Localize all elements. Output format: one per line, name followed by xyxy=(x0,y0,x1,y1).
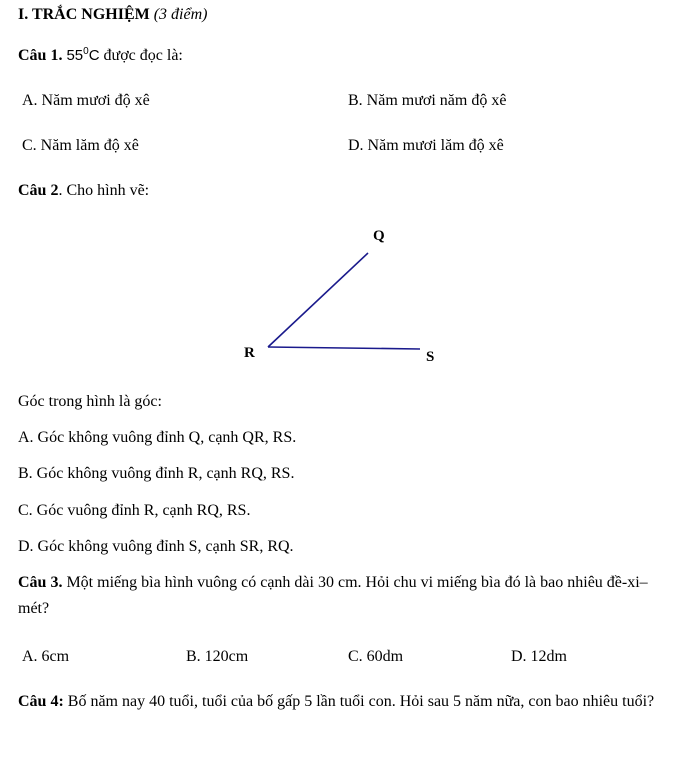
question-2-label: Câu 2 xyxy=(18,182,59,199)
temperature-number: 55 xyxy=(66,47,84,64)
question-2-prompt: Góc trong hình là góc: xyxy=(18,393,162,410)
question-4 xyxy=(18,689,668,715)
vertex-q-label: Q xyxy=(373,228,385,244)
q2-option-c[interactable]: C. Góc vuông đỉnh R, cạnh RQ, RS. xyxy=(18,502,251,519)
q1-option-d[interactable]: D. Năm mươi lăm độ xê xyxy=(348,137,504,154)
q1-option-a[interactable]: A. Năm mươi độ xê xyxy=(22,92,150,109)
segment-rq xyxy=(268,253,368,347)
q3-option-b[interactable]: B. 120cm xyxy=(186,648,249,665)
vertex-s-label: S xyxy=(426,349,435,365)
question-2-text: . Cho hình vẽ: xyxy=(58,182,150,199)
question-3-text: Một miếng bìa hình vuông có cạnh dài 30 cm. Hỏi chu vi miếng bìa đó là bao nhiêu đề-xi–mét? xyxy=(18,574,648,617)
question-4-text: Bố năm nay 40 tuổi, tuổi của bố gấp 5 lần tuổi con. Hỏi sau 5 năm nữa, con bao nhiêu tuổi? xyxy=(63,693,655,710)
question-3 xyxy=(18,570,668,622)
vertex-r-label: R xyxy=(244,345,255,361)
q3-option-a[interactable]: A. 6cm xyxy=(22,648,70,665)
q2-option-a[interactable]: A. Góc không vuông đỉnh Q, cạnh QR, RS. xyxy=(18,429,297,446)
q1-option-b[interactable]: B. Năm mươi năm độ xê xyxy=(348,92,507,109)
section-points: (3 điểm) xyxy=(153,6,208,23)
question-1-label: Câu 1. xyxy=(18,47,63,64)
q2-option-d[interactable]: D. Góc không vuông đỉnh S, cạnh SR, RQ. xyxy=(18,538,294,555)
q2-option-b[interactable]: B. Góc không vuông đỉnh R, cạnh RQ, RS. xyxy=(18,465,295,482)
question-1-text: được đọc là: xyxy=(103,47,183,64)
q3-option-c[interactable]: C. 60dm xyxy=(348,648,404,665)
segment-rs xyxy=(268,347,420,349)
degree-mark: 0 xyxy=(83,46,89,57)
question-4-label: Câu 4: xyxy=(18,693,64,710)
temperature-unit: C xyxy=(88,47,100,64)
q3-option-d[interactable]: D. 12dm xyxy=(511,648,567,665)
question-3-label: Câu 3. xyxy=(18,574,63,591)
q1-option-c[interactable]: C. Năm lăm độ xê xyxy=(22,137,139,154)
section-title: I. TRẮC NGHIỆM xyxy=(18,6,150,23)
